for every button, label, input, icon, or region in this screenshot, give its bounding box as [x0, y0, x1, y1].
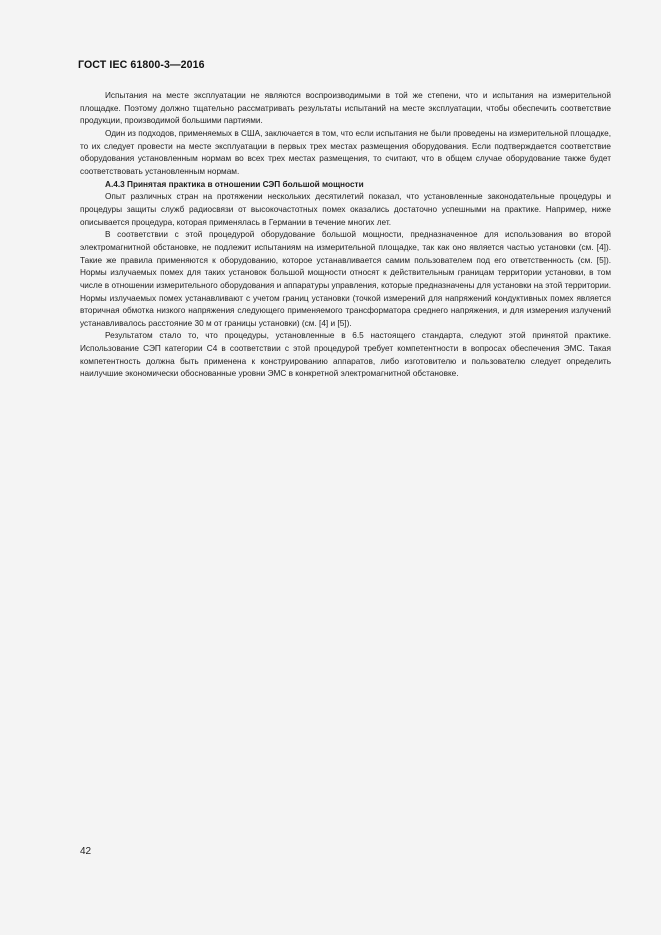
document-header: ГОСТ IEC 61800-3—2016: [78, 59, 205, 71]
paragraph: Испытания на месте эксплуатации не являются воспроизводимыми в той же степени, что и испытания на измерительной площадке. Поэтому должно тщательно рассматривать результаты испытаний на месте эксплуатации, чтобы обеспечить соответствие продукции, производимой большими партиями.: [80, 91, 611, 126]
paragraph: Результатом стало то, что процедуры, установленные в 6.5 настоящего стандарта, следуют этой принятой практике. Использование СЭП категории С4 в соответствии с этой процедурой требует компетентности в вопросах обеспечения ЭМС. Такая компетентность должна быть применена к конструированию аппаратов, либо изготовителю и пользователю следует определить наилучшие экономически обоснованные уровни ЭМС в конкретной электромагнитной обстановке.: [80, 331, 611, 379]
paragraph: Один из подходов, применяемых в США, заключается в том, что если испытания не были проведены на измерительной площадке, то их следует провести на месте эксплуатации в первых трех местах размещения оборудования. Если подтверждается соответствие оборудования установленным нормам во всех трех местах размещения, то считают, что в общем случае оборудование также будет соответствовать установленным нормам.: [80, 128, 611, 176]
paragraph: В соответствии с этой процедурой оборудование большой мощности, предназначенное для использования во второй электромагнитной обстановке, не подлежит испытаниям на измерительной площадке, так как оно является частью установки (см. [4]). Такие же правила применяются к оборудованию, которое устанавливается самим пользователем под его ответственность (см. [5]). Нормы излучаемых помех для таких установок большой мощности относят к действительным границам территории установки, в том числе в отношении измерительного оборудования и аппаратуры управления, которые предназначены для установки на этой территории. Нормы излучаемых помех устанавливают с учетом границ установки (точкой измерений для напряжений кондуктивных помех является вторичная обмотка низкого напряжения следующего применяемого трансформатора среднего напряжения, и для измерения излучений устанавливалось расстояние 30 м от границы установки) (см. [4] и [5]).: [80, 230, 611, 328]
document-body: [80, 90, 611, 381]
paragraph: Опыт различных стран на протяжении нескольких десятилетий показал, что установленные законодательные процедуры и процедуры защиты служб радиосвязи от высокочастотных помех оказались достаточно успешными на практике. Например, ниже описывается процедура, которая применялась в Германии в течение многих лет.: [80, 192, 611, 227]
section-heading: А.4.3 Принятая практика в отношении СЭП большой мощности: [105, 179, 364, 189]
page-number: 42: [80, 846, 92, 857]
